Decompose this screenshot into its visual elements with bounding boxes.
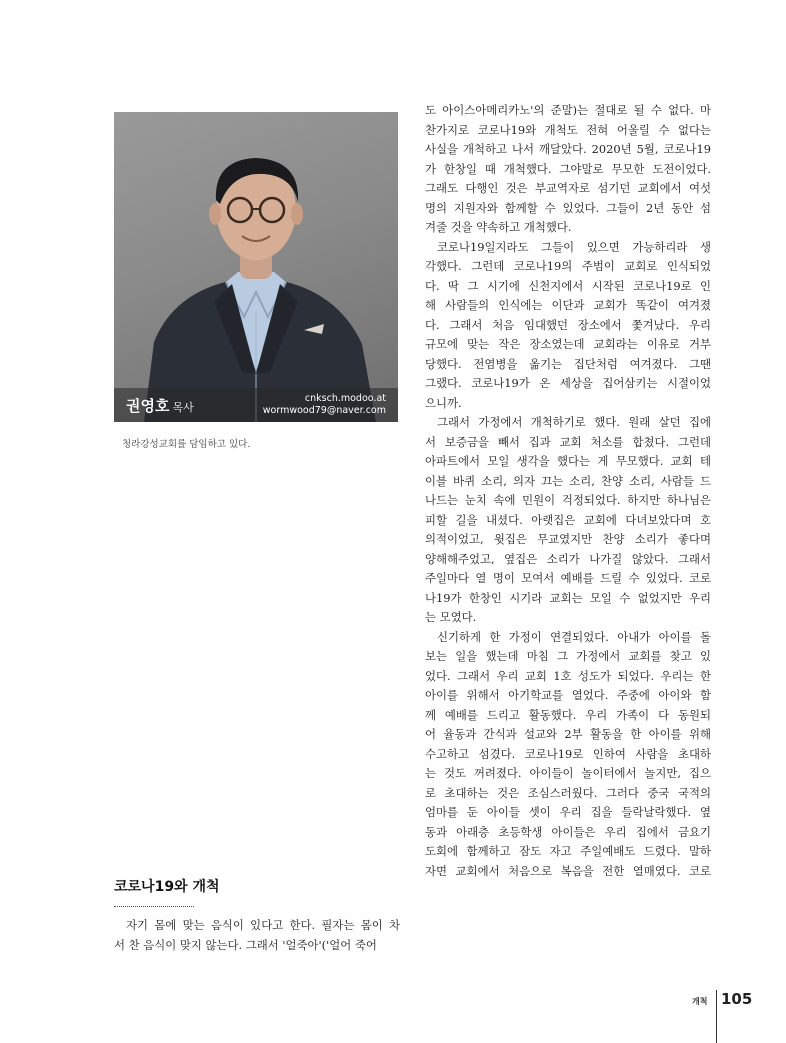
text-line: 자면 교회에서 처음으로 복음을 전한 열매였다. 코로 — [425, 863, 711, 878]
text-line: 그래서 가정에서 개척하기로 했다. 원래 살던 집에 — [437, 415, 711, 429]
text-line: 코로나19일지라도 그들이 있으면 가능하리라 생 — [437, 239, 711, 254]
text-line: 서 찬 음식이 맞지 않는다. 그래서 '얼죽아'('얼어 죽어 — [114, 937, 377, 952]
text-line: 양해해주었고, 옆집은 소리가 나가질 않았다. 그래서 — [425, 551, 711, 566]
author-email: wormwood79@naver.com — [262, 405, 386, 416]
text-line: 신기하게 한 가정이 연결되었다. 아내가 아이를 돌 — [437, 629, 711, 644]
text-line: 피할 길을 내셨다. 아랫집은 교회에 다녀보았다며 호 — [425, 512, 711, 527]
text-line: 으니까. — [425, 395, 462, 410]
text-line: 이블 바퀴 소리, 의자 끄는 소리, 찬양 소리, 사람들 드 — [425, 473, 711, 488]
text-line: 어 율동과 간식과 설교와 2부 활동을 한 아이를 위해 — [425, 727, 711, 741]
heading-dotted-rule — [114, 906, 194, 907]
author-name-block — [126, 395, 194, 416]
text-line: 도회에 함께하고 잠도 자고 주일예배도 드렸다. 말하 — [425, 844, 711, 858]
text-line: 아파트에서 모일 생각을 했다는 게 무모했다. 교회 테 — [425, 454, 711, 468]
text-line: 가 한창일 때 개척했다. 그야말로 무모한 도전이었다. — [425, 161, 711, 176]
text-line: 자기 몸에 맞는 음식이 있다고 한다. 필자는 몸이 차 — [126, 918, 400, 932]
text-line: 도 아이스아메리카노'의 준말)는 절대로 될 수 없다. 마 — [425, 103, 711, 117]
page-number: 105 — [721, 990, 753, 1008]
text-line: 었다. 그래서 우리 교회 1호 성도가 되었다. 우리는 한 — [425, 668, 711, 683]
text-line: 찬가지로 코로나19와 개척도 전혀 어울릴 수 없다는 — [425, 122, 711, 137]
text-line: 의적이었고, 윗집은 무교였지만 찬양 소리가 좋다며 — [425, 532, 711, 546]
text-line: 규모에 맞는 작은 장소였는데 교회라는 이유로 거부 — [425, 337, 711, 351]
author-website: cnksch.modoo.at — [304, 393, 386, 404]
text-line: 께 예배를 드리고 활동했다. 우리 가족이 다 동원되 — [425, 707, 711, 722]
page-number-rule — [716, 990, 717, 1043]
author-title: 목사 — [172, 401, 194, 414]
author-name: 권영호 — [126, 397, 170, 415]
text-line: 겨줄 것을 약속하고 개척했다. — [425, 220, 572, 234]
text-line: 나드는 눈치 속에 민원이 걱정되었다. 하지만 하나님은 — [425, 493, 711, 507]
text-line: 당했다. 전염병을 옮기는 집단처럼 여겨졌다. 그땐 — [425, 356, 711, 371]
text-line: 수고하고 섬겼다. 코로나19로 인하여 사람을 초대하 — [425, 746, 711, 761]
text-line: 그랬다. 코로나19가 온 세상을 집어삼키는 시절이었 — [425, 376, 711, 390]
text-line: 다. 그래서 처음 임대했던 장소에서 쫓겨났다. 우리 — [425, 317, 711, 332]
text-line: 명의 지원자와 함께할 수 있었다. 그들이 2년 동안 섬 — [425, 200, 711, 215]
right-column-text — [425, 101, 711, 881]
text-line: 로 초대하는 것은 조심스러웠다. 그러다 중국 국적의 — [425, 785, 711, 800]
text-line: 보는 일을 했는데 마침 그 가정에서 교회를 찾고 있 — [425, 649, 711, 663]
text-line: 그래도 다행인 것은 부교역자로 섬기던 교회에서 여섯 — [425, 181, 711, 195]
text-line: 주일마다 열 명이 모여서 예배를 드릴 수 있었다. 코로 — [425, 571, 711, 585]
text-line: 사실을 개척하고 나서 깨달았다. 2020년 5월, 코로나19 — [425, 142, 711, 156]
photo-caption: 청라강성교회를 담임하고 있다. — [122, 439, 251, 450]
left-column-text — [114, 916, 400, 955]
text-line: 동과 아래층 초등학생 아이들은 우리 집에서 금요기 — [425, 824, 711, 839]
text-line: 는 모였다. — [425, 610, 477, 624]
text-line: 서 보증금을 빼서 집과 교회 처소를 합쳤다. 그런데 — [425, 434, 711, 449]
text-line: 각했다. 그런데 코로나19의 주범이 교회로 인식되었 — [425, 259, 711, 273]
text-line: 는 것도 꺼려졌다. 아이들이 놀이터에서 놀지만, 집으 — [425, 766, 711, 780]
portrait-illustration — [114, 112, 398, 422]
author-photo — [114, 112, 398, 422]
text-line: 다. 딱 그 시기에 신천지에서 시작된 코로나19로 인 — [425, 278, 711, 293]
text-line: 아이를 위해서 아기학교를 열었다. 주중에 아이와 함 — [425, 688, 711, 702]
text-line: 나19가 한창인 시기라 교회는 모일 수 없었지만 우리 — [425, 590, 711, 605]
author-contact — [263, 393, 386, 417]
section-label: 개척 — [692, 997, 708, 1006]
photo-caption-bar — [114, 388, 398, 422]
text-line: 해 사람들의 인식에는 이단과 교회가 똑같이 여겨졌 — [425, 298, 711, 312]
text-line: 엄마를 둔 아이들 셋이 우리 집을 들락날락했다. 옆 — [425, 805, 711, 819]
section-heading: 코로나19와 개척 — [114, 879, 220, 895]
